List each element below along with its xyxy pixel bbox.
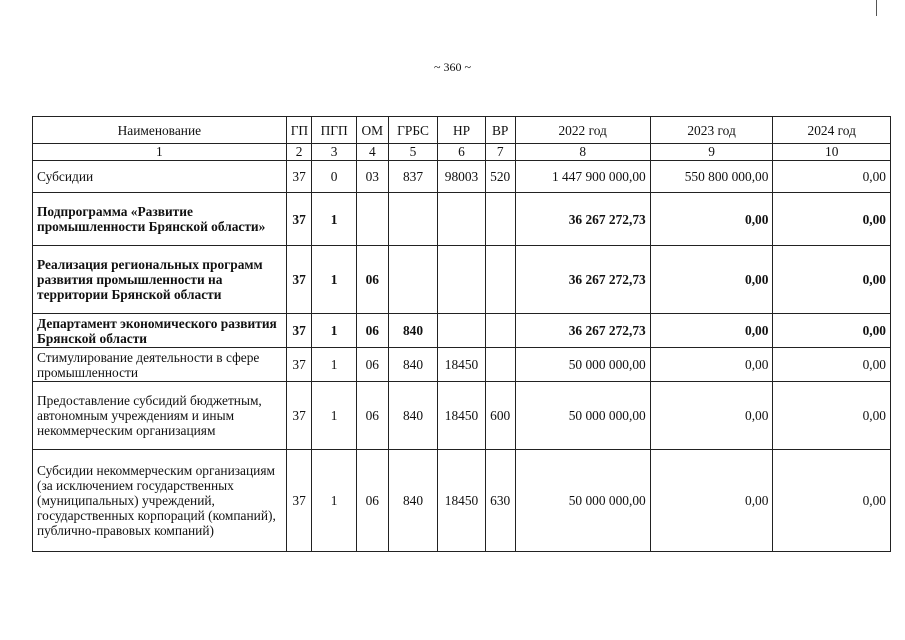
row-om: 06	[356, 382, 388, 450]
row-2022: 36 267 272,73	[515, 314, 650, 348]
header-nr: НР	[438, 117, 485, 144]
row-2024: 0,00	[773, 193, 891, 246]
row-om: 06	[356, 450, 388, 552]
row-grbs: 840	[388, 348, 438, 382]
budget-table	[32, 116, 891, 552]
row-2023: 550 800 000,00	[650, 161, 773, 193]
row-name: Подпрограмма «Развитие промышленности Брянской области»	[33, 193, 287, 246]
row-2023: 0,00	[650, 246, 773, 314]
row-name: Субсидии некоммерческим организациям (за исключением государственных (муниципальных) учреждений, государственных корпораций (компаний), публично-правовых компаний)	[33, 450, 287, 552]
header-vr: ВР	[485, 117, 515, 144]
row-name: Субсидии	[33, 161, 287, 193]
column-number: 10	[773, 144, 891, 161]
page-number: ~ 360 ~	[434, 60, 471, 74]
row-2023: 0,00	[650, 348, 773, 382]
row-om	[356, 193, 388, 246]
row-vr	[485, 314, 515, 348]
column-number: 6	[438, 144, 485, 161]
header-2024: 2024 год	[773, 117, 891, 144]
row-name: Реализация региональных программ развития промышленности на территории Брянской области	[33, 246, 287, 314]
row-grbs: 840	[388, 450, 438, 552]
row-gp: 37	[286, 382, 312, 450]
row-name: Стимулирование деятельности в сфере промышленности	[33, 348, 287, 382]
column-number: 9	[650, 144, 773, 161]
row-pgp: 1	[312, 382, 356, 450]
row-gp: 37	[286, 314, 312, 348]
row-grbs	[388, 246, 438, 314]
header-name: Наименование	[33, 117, 287, 144]
row-vr: 600	[485, 382, 515, 450]
table-row	[33, 161, 891, 193]
row-om: 06	[356, 314, 388, 348]
row-nr	[438, 246, 485, 314]
row-2024: 0,00	[773, 348, 891, 382]
row-2024: 0,00	[773, 314, 891, 348]
row-gp: 37	[286, 161, 312, 193]
header-2022: 2022 год	[515, 117, 650, 144]
table-row	[33, 348, 891, 382]
table-row	[33, 246, 891, 314]
row-om: 06	[356, 246, 388, 314]
row-2022: 36 267 272,73	[515, 193, 650, 246]
row-pgp: 1	[312, 348, 356, 382]
row-2022: 50 000 000,00	[515, 450, 650, 552]
column-number-row	[33, 144, 891, 161]
row-2023: 0,00	[650, 450, 773, 552]
row-grbs	[388, 193, 438, 246]
row-name: Предоставление субсидий бюджетным, автономным учреждениям и иным некоммерческим организациям	[33, 382, 287, 450]
row-pgp: 0	[312, 161, 356, 193]
table-row	[33, 193, 891, 246]
column-number: 5	[388, 144, 438, 161]
row-vr	[485, 246, 515, 314]
row-vr	[485, 348, 515, 382]
column-number: 1	[33, 144, 287, 161]
row-2024: 0,00	[773, 382, 891, 450]
column-number: 3	[312, 144, 356, 161]
row-2024: 0,00	[773, 450, 891, 552]
row-grbs: 840	[388, 314, 438, 348]
row-vr: 630	[485, 450, 515, 552]
row-pgp: 1	[312, 246, 356, 314]
row-vr	[485, 193, 515, 246]
row-grbs: 837	[388, 161, 438, 193]
row-gp: 37	[286, 246, 312, 314]
header-om: ОМ	[356, 117, 388, 144]
column-number: 8	[515, 144, 650, 161]
row-gp: 37	[286, 193, 312, 246]
row-pgp: 1	[312, 314, 356, 348]
row-gp: 37	[286, 450, 312, 552]
header-gp: ГП	[286, 117, 312, 144]
header-2023: 2023 год	[650, 117, 773, 144]
row-2022: 1 447 900 000,00	[515, 161, 650, 193]
table-row	[33, 450, 891, 552]
row-name: Департамент экономического развития Брянской области	[33, 314, 287, 348]
row-pgp: 1	[312, 450, 356, 552]
header-pgp: ПГП	[312, 117, 356, 144]
table-row	[33, 314, 891, 348]
header-row	[33, 117, 891, 144]
table-row	[33, 382, 891, 450]
scan-corner-mark	[876, 0, 877, 16]
row-om: 06	[356, 348, 388, 382]
row-nr	[438, 193, 485, 246]
row-nr: 18450	[438, 348, 485, 382]
row-2023: 0,00	[650, 314, 773, 348]
column-number: 7	[485, 144, 515, 161]
row-pgp: 1	[312, 193, 356, 246]
row-2023: 0,00	[650, 193, 773, 246]
row-2022: 50 000 000,00	[515, 348, 650, 382]
row-2024: 0,00	[773, 161, 891, 193]
row-vr: 520	[485, 161, 515, 193]
row-nr: 18450	[438, 450, 485, 552]
row-om: 03	[356, 161, 388, 193]
row-gp: 37	[286, 348, 312, 382]
column-number: 2	[286, 144, 312, 161]
row-nr	[438, 314, 485, 348]
row-2022: 36 267 272,73	[515, 246, 650, 314]
header-grbs: ГРБС	[388, 117, 438, 144]
row-2023: 0,00	[650, 382, 773, 450]
row-2022: 50 000 000,00	[515, 382, 650, 450]
row-nr: 98003	[438, 161, 485, 193]
row-grbs: 840	[388, 382, 438, 450]
row-nr: 18450	[438, 382, 485, 450]
row-2024: 0,00	[773, 246, 891, 314]
column-number: 4	[356, 144, 388, 161]
